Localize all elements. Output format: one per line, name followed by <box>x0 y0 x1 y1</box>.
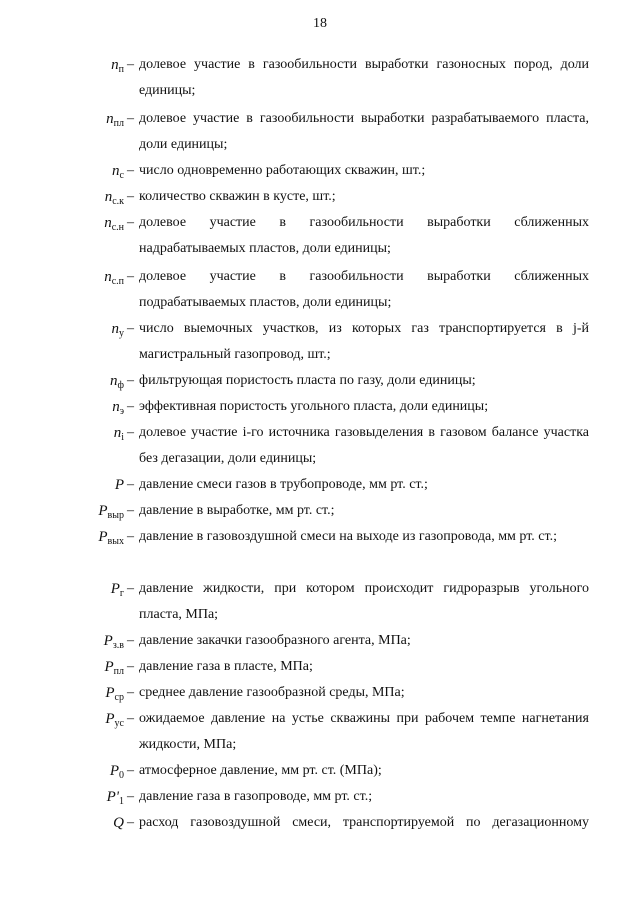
symbol: $P'_1$ <box>106 789 124 807</box>
dash: – <box>127 815 134 830</box>
symbol-description: фильтрующая пористость пласта по газу, доли единицы; <box>139 373 476 388</box>
symbol: $n_{пл}$ <box>106 111 124 129</box>
dash: – <box>127 529 134 544</box>
dash: – <box>127 503 134 518</box>
symbol: Q <box>113 815 124 831</box>
dash: – <box>127 425 134 440</box>
symbol: $P_{вых}$ <box>98 529 124 547</box>
dash: – <box>127 659 134 674</box>
symbol-description: количество скважин в кусте, шт.; <box>139 189 336 204</box>
dash: – <box>127 633 134 648</box>
symbol-description: долевое участие в газообильности выработки сближенных подрабатываемых пластов, доли единицы; <box>139 269 589 310</box>
symbol-description: долевое участие в газообильности выработки газоносных пород, доли единицы; <box>139 57 589 98</box>
dash: – <box>127 789 134 804</box>
symbol: $n_i$ <box>113 425 124 443</box>
dash: – <box>127 189 134 204</box>
symbol: $P_{з.в}$ <box>103 633 124 651</box>
symbol-description: долевое участие i-го источника газовыделения в газовом балансе участка без дегазации, доли единицы; <box>139 425 589 466</box>
symbol: $P_г$ <box>110 581 124 599</box>
symbol: $P_0$ <box>109 763 124 781</box>
dash: – <box>127 215 134 230</box>
symbol-description: давление смеси газов в трубопроводе, мм рт. ст.; <box>139 477 428 492</box>
dash: – <box>127 321 134 336</box>
symbol: $P_{пл}$ <box>104 659 124 677</box>
symbol-description: расход газовоздушной смеси, транспортируемой по дегазационному <box>139 815 589 830</box>
dash: – <box>127 685 134 700</box>
symbol: $n_{с.к}$ <box>104 189 124 207</box>
symbol-description: атмосферное давление, мм рт. ст. (МПа); <box>139 763 382 778</box>
dash: – <box>127 163 134 178</box>
symbol: $P_{ус}$ <box>105 711 124 729</box>
dash: – <box>127 399 134 414</box>
symbol-description: давление закачки газообразного агента, МПа; <box>139 633 411 648</box>
dash: – <box>127 763 134 778</box>
symbol: $P_{выр}$ <box>98 503 124 521</box>
dash: – <box>127 111 134 126</box>
page-number: 18 <box>313 16 327 31</box>
symbol: $n_э$ <box>112 399 124 417</box>
symbol: $n_у$ <box>111 321 124 339</box>
symbol-description: давление в газовоздушной смеси на выходе из газопровода, мм рт. ст.; <box>139 529 557 544</box>
symbol: $n_{с.п}$ <box>104 269 124 287</box>
symbol: $P_{ср}$ <box>105 685 124 703</box>
symbol-description: давление газа в газопроводе, мм рт. ст.; <box>139 789 373 804</box>
symbol-description: давление в выработке, мм рт. ст.; <box>139 503 335 518</box>
symbol-description: ожидаемое давление на устье скважины при рабочем темпе нагнетания жидкости, МПа; <box>139 711 589 752</box>
dash: – <box>127 581 134 596</box>
symbol-description: долевое участие в газообильности выработки разрабатываемого пласта, доли единицы; <box>139 111 589 152</box>
dash: – <box>127 373 134 388</box>
symbol: $n_п$ <box>111 57 124 75</box>
symbol-description: среднее давление газообразной среды, МПа; <box>139 685 405 700</box>
symbol: $n_{с.н}$ <box>104 215 124 233</box>
symbol-description: число выемочных участков, из которых газ транспортируется в j-й магистральный газопровод, шт.; <box>139 321 589 362</box>
symbol: $n_ф$ <box>110 373 124 391</box>
dash: – <box>127 711 134 726</box>
symbol-description: давление жидкости, при котором происходит гидроразрыв угольного пласта, МПа; <box>139 581 589 622</box>
symbol-description: эффективная пористость угольного пласта, доли единицы; <box>139 399 489 414</box>
symbol-description: число одновременно работающих скважин, шт.; <box>139 163 426 178</box>
symbol: P <box>114 477 124 493</box>
symbol-description: давление газа в пласте, МПа; <box>139 659 313 674</box>
dash: – <box>127 477 134 492</box>
dash: – <box>127 269 134 284</box>
symbol-description: долевое участие в газообильности выработки сближенных надрабатываемых пластов, доли единицы; <box>139 215 589 256</box>
symbol: $n_с$ <box>112 163 124 181</box>
dash: – <box>127 57 134 72</box>
